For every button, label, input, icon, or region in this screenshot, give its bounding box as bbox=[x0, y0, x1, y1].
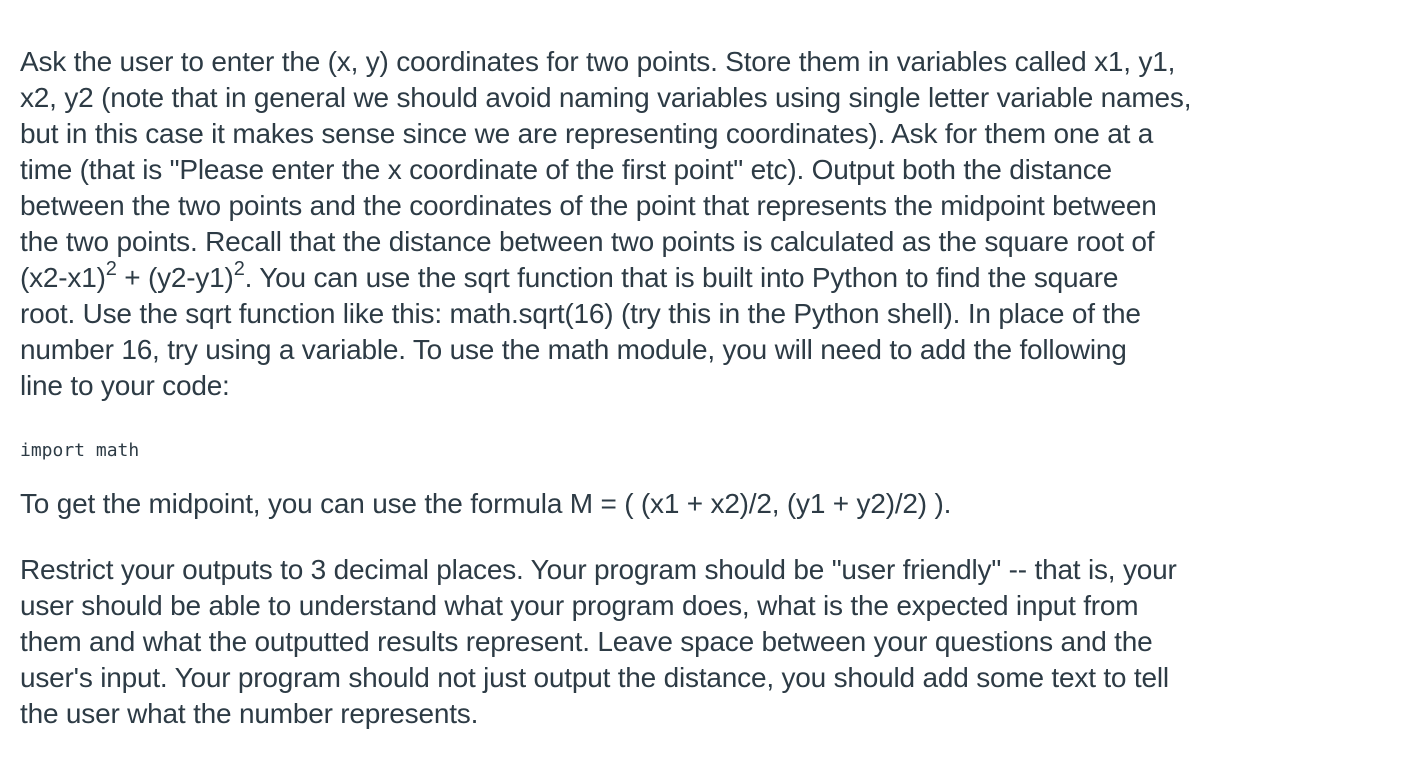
distance-formula-line bbox=[20, 257, 1364, 299]
paragraph-line: user should be able to understand what your program does, what is the expected input from bbox=[20, 590, 1139, 621]
paragraph-text: . You can use the sqrt function that is built into Python to find the square bbox=[244, 262, 1119, 293]
exponent: 2 bbox=[233, 258, 245, 280]
paragraph-line: x2, y2 (note that in general we should avoid naming variables using single letter variable names, bbox=[20, 82, 1192, 113]
paragraph-line: time (that is "Please enter the x coordinate of the first point" etc). Output both the distance bbox=[20, 154, 1112, 185]
paragraph-line: between the two points and the coordinates of the point that represents the midpoint between bbox=[20, 190, 1157, 221]
formula-term: + (y2-y1) bbox=[116, 262, 234, 293]
paragraph-line: Ask the user to enter the (x, y) coordinates for two points. Store them in variables called x1, y1, bbox=[20, 46, 1176, 77]
instructions-paragraph bbox=[20, 44, 1364, 404]
paragraph-line: user's input. Your program should not just output the distance, you should add some text to tell bbox=[20, 662, 1169, 693]
paragraph-line: number 16, try using a variable. To use the math module, you will need to add the following bbox=[20, 334, 1127, 365]
paragraph-line: line to your code: bbox=[20, 370, 230, 401]
paragraph-line: but in this case it makes sense since we are representing coordinates). Ask for them one at a bbox=[20, 118, 1154, 149]
paragraph-line: them and what the outputted results represent. Leave space between your questions and the bbox=[20, 626, 1153, 657]
paragraph-line: the two points. Recall that the distance between two points is calculated as the square root of bbox=[20, 226, 1155, 257]
formula-term: (x2-x1) bbox=[20, 262, 106, 293]
code-snippet: import math bbox=[20, 440, 140, 461]
paragraph-line: Restrict your outputs to 3 decimal places. Your program should be "user friendly" -- that is, your bbox=[20, 554, 1177, 585]
paragraph-line: root. Use the sqrt function like this: math.sqrt(16) (try this in the Python shell). In place of the bbox=[20, 298, 1141, 329]
exponent: 2 bbox=[105, 258, 117, 280]
midpoint-paragraph: To get the midpoint, you can use the formula M = ( (x1 + x2)/2, (y1 + y2)/2) ). bbox=[20, 488, 952, 519]
paragraph-line: the user what the number represents. bbox=[20, 698, 479, 729]
output-requirements-paragraph bbox=[20, 552, 1364, 732]
